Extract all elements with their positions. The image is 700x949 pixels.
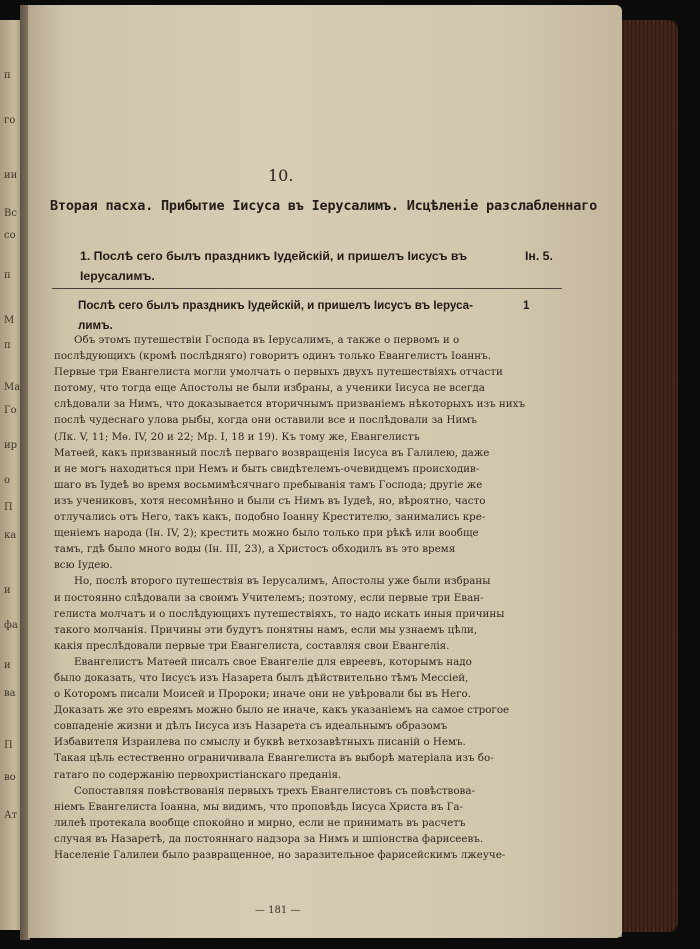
body-line: (Лк. V, 11; Мѳ. IV, 20 и 22; Мр. I, 18 и 19). Къ тому же, Евангелистъ xyxy=(54,430,420,443)
body-line: Населеніе Галилеи было развращенное, но заразительное фарисейскимъ лжеуче- xyxy=(54,849,506,861)
body-line: и не могъ находиться при Немъ и быть свидѣтелемъ-очевидцемъ происходив- xyxy=(54,462,480,475)
body-line: шаго въ Iудеѣ во время восьмимѣсячнаго пребыванія тамъ Господа; другіе же xyxy=(54,478,483,491)
body-line: и постоянно слѣдовали за своимъ Учителемъ; поэтому, если первые три Еван- xyxy=(54,591,484,604)
divider-rule xyxy=(52,288,562,289)
left-fragment: ва xyxy=(4,688,16,699)
quote-line1: Послѣ сего былъ праздникъ Iудейскій, и пришелъ Iисусъ въ Iеруса- xyxy=(78,299,473,312)
body-line: было доказать, что Iисусъ изъ Назарета былъ дѣйствительно тѣмъ Мессіей, xyxy=(54,671,469,684)
page-block-edges xyxy=(620,20,678,932)
left-fragment: Вс xyxy=(4,208,17,219)
body-line: о Которомъ писали Моисей и Пророки; иначе они не увѣровали бы въ Него. xyxy=(54,688,471,701)
scripture-quote xyxy=(78,296,530,336)
left-fragment: п xyxy=(4,270,11,281)
left-fragment: и xyxy=(4,660,11,671)
body-line: послѣдующихъ (кромѣ послѣдняго) говоритъ одинъ только Евангелистъ Iоаннъ. xyxy=(54,350,491,363)
left-fragment: фа xyxy=(4,620,18,631)
body-line: Доказать же это евреямъ можно было не иначе, какъ указаніемъ на самое строгое xyxy=(54,704,510,717)
body-line: Сопоставляя повѣствованія первыхъ трехъ Евангелистовъ съ повѣствова- xyxy=(74,784,475,797)
body-line: Матѳей, какъ призванный послѣ перваго возвращенія Iисуса въ Галилею, даже xyxy=(54,446,490,459)
body-line: лилеѣ протекала вообще спокойно и мирно, если не принимать въ расчетъ xyxy=(54,816,466,829)
subheading xyxy=(80,246,553,286)
left-fragment: ка xyxy=(4,530,17,541)
body-line: слѣдовали за Нимъ, что доказывается вторичнымъ призваніемъ нѣкоторыхъ изъ нихъ xyxy=(54,398,526,411)
quote-verse-number: 1 xyxy=(523,299,530,312)
body-line: всю Iудею. xyxy=(54,559,113,572)
left-fragment: М xyxy=(4,315,15,326)
body-line: Объ этомъ путешествіи Господа въ Iерусалимъ, а также о первомъ и о xyxy=(74,334,460,346)
body-line: послѣ чудеснаго улова рыбы, когда они оставили все и послѣдовали за Нимъ xyxy=(54,414,477,427)
body-line: ніемъ Евангелиста Iоанна, мы видимъ, что проповѣдь Iисуса Христа въ Га- xyxy=(54,800,463,813)
body-line: отлучались отъ Него, такъ какъ, подобно Iоанну Крестителю, занимались кре- xyxy=(54,511,486,524)
body-line: Евангелистъ Матѳей писалъ свое Евангеліе для евреевъ, которымъ надо xyxy=(74,655,472,668)
left-fragment: го xyxy=(4,115,16,126)
body-line: изъ учениковъ, хотя несомнѣнно и были съ Нимъ въ Iудеѣ, но, вѣроятно, часто xyxy=(54,494,486,507)
body-line: случая въ Назаретѣ, да постояннаго надзора за Нимъ и шпіонства фарисеевъ. xyxy=(54,832,484,845)
left-fragment: ир xyxy=(4,440,18,451)
body-line: Но, послѣ второго путешествія въ Iерусалимъ, Апостолы уже были избраны xyxy=(74,575,491,588)
body-line: щеніемъ народа (Iн. IV, 2); крестить можно было только при рѣкѣ или вообще xyxy=(54,527,479,540)
left-fragment: Ат xyxy=(4,810,18,821)
left-fragment: со xyxy=(4,230,16,241)
left-fragment: П xyxy=(4,740,13,751)
body-line: гатаго по содержанію первохристіанскаго преданія. xyxy=(54,768,342,781)
body-line: какія преслѣдовали первые три Евангелиста, составляя свои Евангелія. xyxy=(54,639,450,652)
page-number: — 181 — xyxy=(255,905,301,916)
commentary-body xyxy=(54,332,546,863)
body-line: Первые три Евангелиста могли умолчать о первыхъ двухъ путешествіяхъ отчасти xyxy=(54,366,503,379)
left-fragment: п xyxy=(4,70,11,81)
left-fragment: во xyxy=(4,772,16,783)
body-line: Избавителя Израилева по смыслу и буквѣ ветхозавѣтныхъ писаній о Немъ. xyxy=(54,736,466,749)
section-number: 10. xyxy=(268,166,294,185)
left-fragment: П xyxy=(4,502,13,513)
left-fragment: и xyxy=(4,585,11,596)
body-line: потому, что тогда еще Апостолы не были избраны, а ученики Iисуса не всегда xyxy=(54,382,485,395)
body-line: совпаденіе жизни и дѣлъ Iисуса изъ Назарета съ идеальнымъ образомъ xyxy=(54,720,448,733)
left-fragment: о xyxy=(4,475,11,486)
section-title: Вторая пасха. Прибытие Iисуса въ Iерусалимъ. Исцѣленіе разслабленнаго xyxy=(50,198,598,214)
left-fragment: ии xyxy=(4,170,18,181)
left-fragment: п xyxy=(4,340,11,351)
quote-line2: лимъ. xyxy=(78,319,113,332)
left-fragment: Ма xyxy=(4,382,21,393)
body-line: Такая цѣль естественно ограничивала Евангелиста въ выборѣ матеріала изъ бо- xyxy=(54,752,494,765)
subheading-line2: Iерусалимъ. xyxy=(80,269,155,283)
left-fragment: Го xyxy=(4,405,17,416)
body-line: гелиста молчатъ и о послѣдующихъ путешествіяхъ, то надо искать иныя причины xyxy=(54,607,505,620)
body-line: тамъ, гдѣ было много воды (Iн. III, 23), а Христосъ обходилъ въ это время xyxy=(54,543,456,556)
subheading-line1: 1. Послѣ сего былъ праздникъ Iудейскій, и пришелъ Iисусъ въ xyxy=(80,249,468,263)
body-line: такого молчанія. Причины эти будутъ понятны намъ, если мы узнаемъ цѣли, xyxy=(54,623,478,636)
subheading-reference: Iн. 5. xyxy=(525,249,553,263)
